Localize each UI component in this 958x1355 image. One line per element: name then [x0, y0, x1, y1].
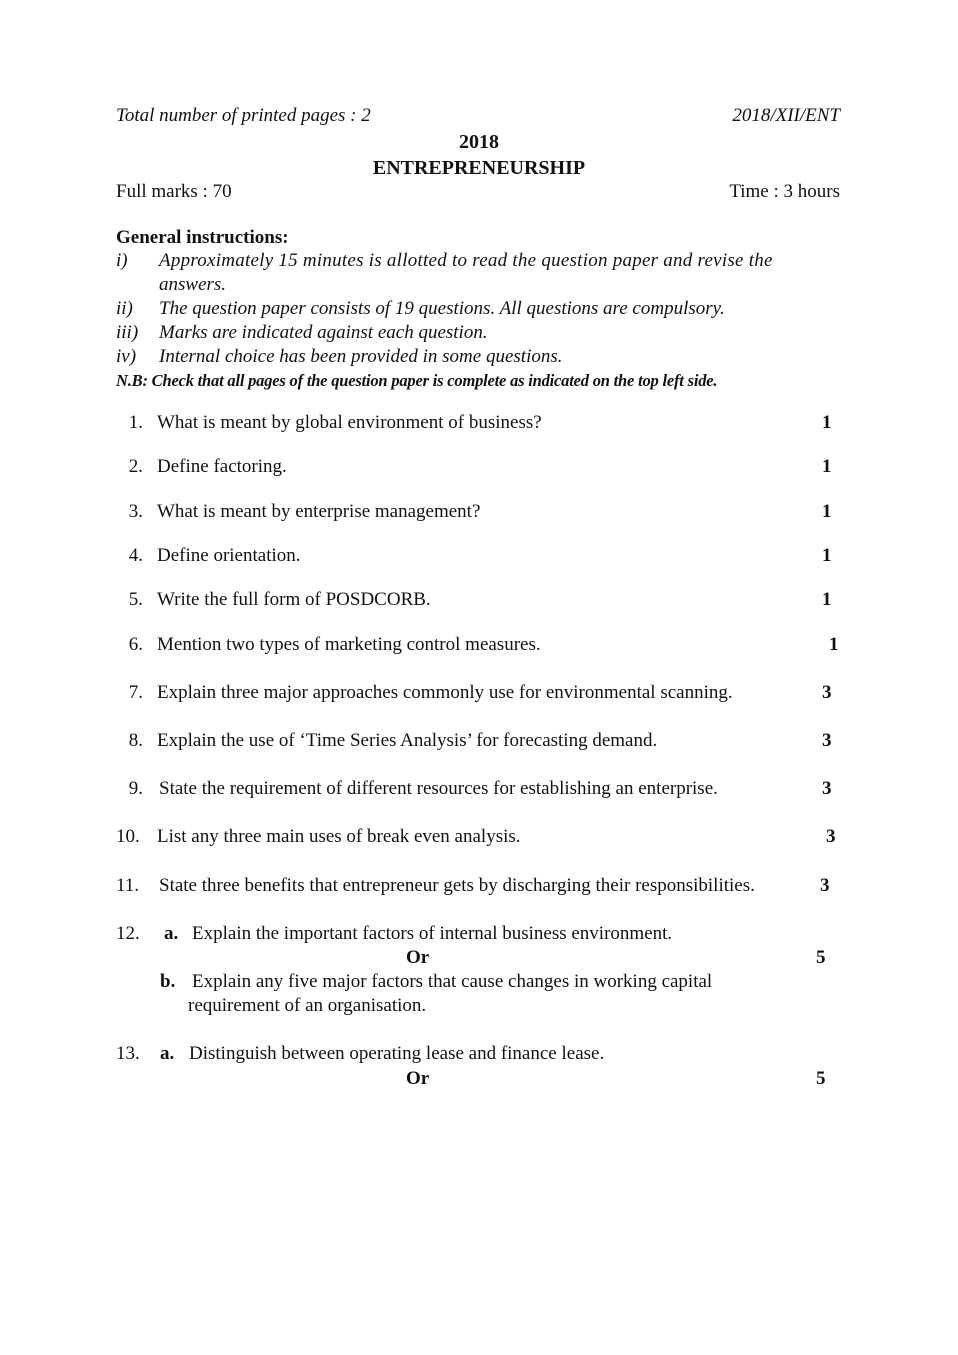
instruction-number: ii) [116, 298, 133, 319]
or-divider: Or [406, 1068, 430, 1089]
question-marks: 1 [822, 501, 832, 522]
question-number: 11. [116, 875, 140, 896]
question-number: 7. [128, 682, 143, 703]
instruction-number: i) [116, 250, 128, 271]
question-text: State the requirement of different resources for establishing an enterprise. [159, 778, 718, 799]
question-text-cont: requirement of an organisation. [188, 995, 427, 1016]
instruction-text: The question paper consists of 19 questions. All questions are compulsory. [159, 298, 725, 319]
question-number: 5. [128, 589, 143, 610]
instruction-number: iii) [116, 322, 139, 343]
question-marks: 3 [822, 682, 832, 703]
instructions-title: General instructions: [116, 227, 289, 248]
question-marks: 3 [826, 826, 836, 847]
question-text: Explain any five major factors that cause changes in working capital [192, 971, 713, 992]
instruction-text: Internal choice has been provided in some questions. [159, 346, 563, 367]
question-marks: 1 [822, 589, 832, 610]
question-text: What is meant by enterprise management? [157, 501, 481, 522]
question-text: List any three main uses of break even analysis. [157, 826, 521, 847]
question-marks: 1 [829, 634, 839, 655]
question-number: 6. [128, 634, 143, 655]
question-marks: 5 [816, 1068, 826, 1089]
subject-title: ENTREPRENEURSHIP [372, 157, 586, 179]
question-text: What is meant by global environment of business? [157, 412, 542, 433]
question-marks: 5 [816, 947, 826, 968]
nb-note: N.B: Check that all pages of the question paper is complete as indicated on the top left side. [116, 371, 718, 390]
question-marks: 3 [822, 778, 832, 799]
option-label: a. [164, 923, 179, 944]
full-marks: Full marks : 70 [116, 181, 232, 202]
printed-pages: Total number of printed pages : 2 [116, 105, 371, 126]
question-text: Distinguish between operating lease and finance lease. [189, 1043, 605, 1064]
question-number: 9. [128, 778, 143, 799]
instruction-text: Marks are indicated against each question. [159, 322, 488, 343]
question-number: 4. [128, 545, 143, 566]
question-number: 1. [128, 412, 143, 433]
question-text: State three benefits that entrepreneur gets by discharging their responsibilities. [159, 875, 755, 896]
instruction-text-cont: answers. [159, 274, 227, 295]
instruction-number: iv) [116, 346, 137, 367]
question-number: 10. [116, 826, 140, 847]
option-label: b. [160, 971, 176, 992]
exam-year: 2018 [459, 131, 499, 153]
instruction-text: Approximately 15 minutes is allotted to read the question paper and revise the [159, 250, 773, 271]
question-marks: 3 [822, 730, 832, 751]
question-number: 2. [128, 456, 143, 477]
time-allowed: Time : 3 hours [729, 181, 840, 202]
question-text: Mention two types of marketing control measures. [157, 634, 541, 655]
question-marks: 1 [822, 545, 832, 566]
question-text: Define factoring. [157, 456, 287, 477]
question-marks: 3 [820, 875, 830, 896]
question-text: Explain the important factors of internal business environment. [192, 923, 673, 944]
question-number: 8. [128, 730, 143, 751]
question-number: 12. [116, 923, 140, 944]
paper-code: 2018/XII/ENT [732, 105, 840, 126]
option-label: a. [160, 1043, 175, 1064]
question-text: Write the full form of POSDCORB. [157, 589, 431, 610]
question-text: Explain the use of ‘Time Series Analysis’ for forecasting demand. [157, 730, 658, 751]
question-number: 3. [128, 501, 143, 522]
question-text: Explain three major approaches commonly use for environmental scanning. [157, 682, 733, 703]
question-marks: 1 [822, 456, 832, 477]
question-text: Define orientation. [157, 545, 301, 566]
question-marks: 1 [822, 412, 832, 433]
or-divider: Or [406, 947, 430, 968]
question-number: 13. [116, 1043, 140, 1064]
